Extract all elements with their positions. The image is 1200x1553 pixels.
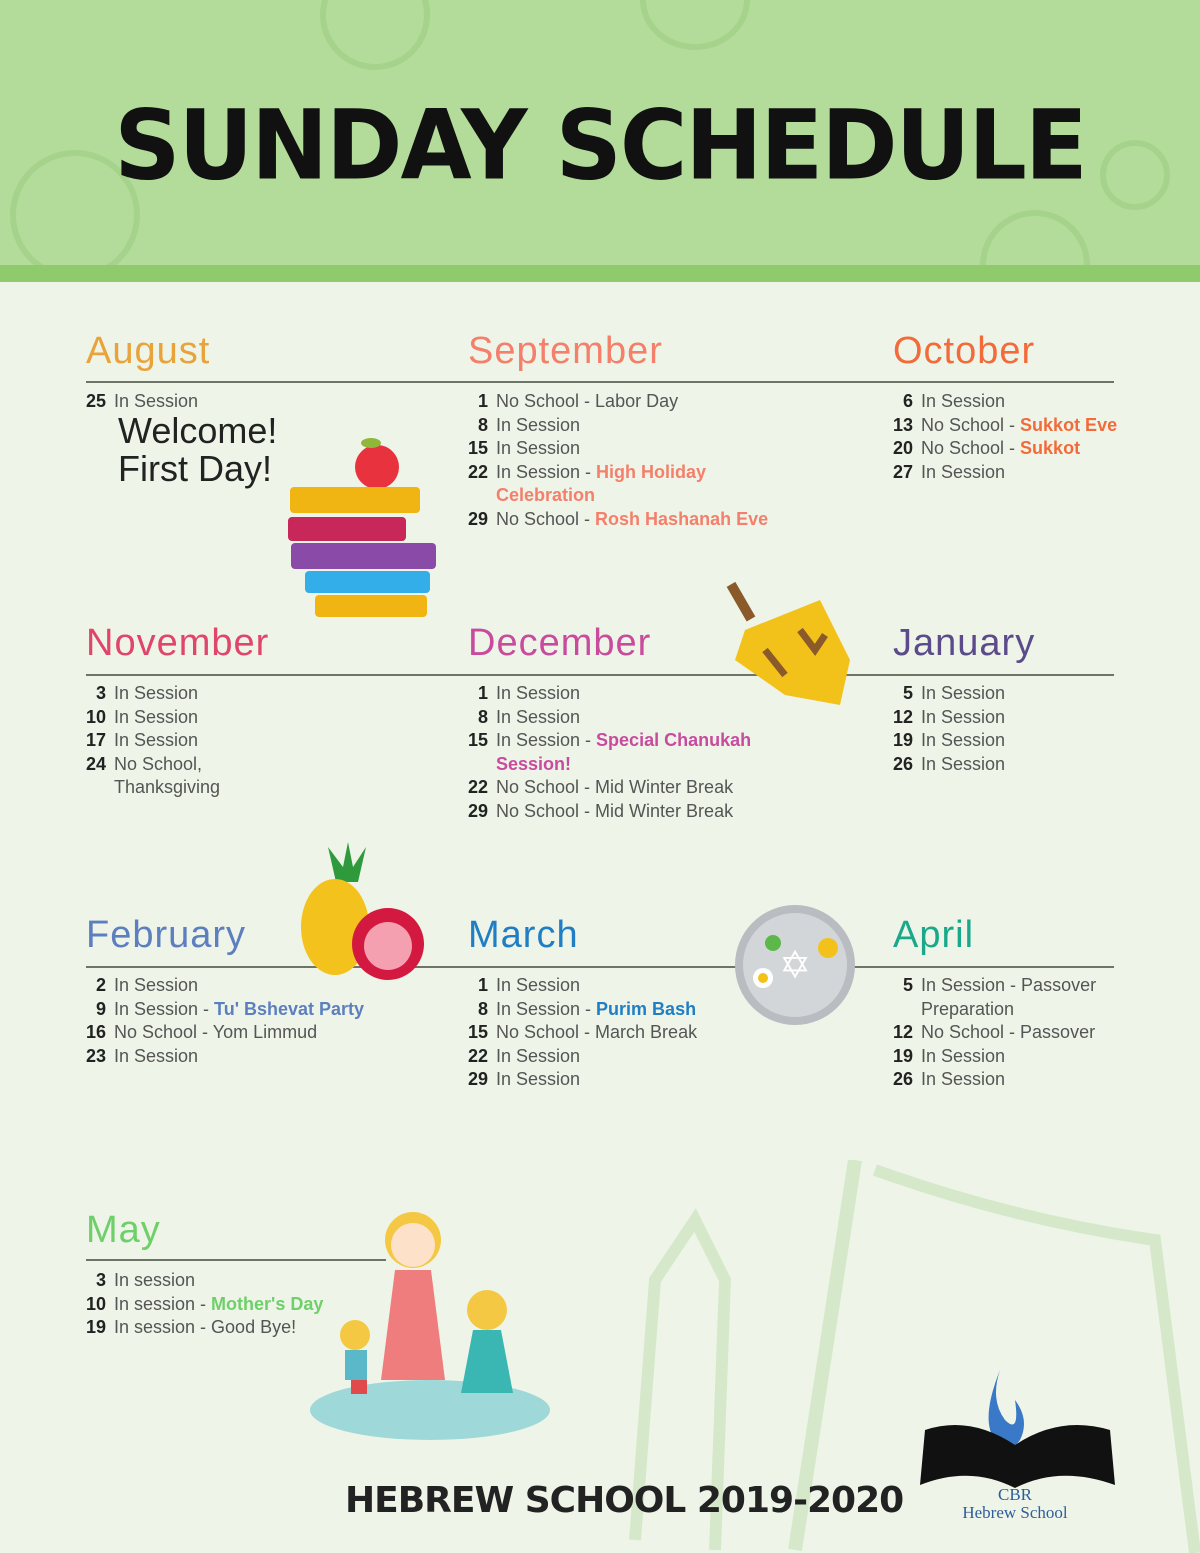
entry-day: 17 [85, 730, 106, 751]
entry-highlight: Purim Bash [596, 998, 697, 1019]
schedule-entry [464, 390, 790, 414]
page-title: SUNDAY SCHEDULE [114, 89, 1086, 202]
schedule-entry [464, 974, 750, 998]
entry-status: No School - Yom Limmud [114, 1022, 318, 1043]
entry-status: In Session [921, 1069, 1006, 1090]
entry-text [496, 1045, 750, 1069]
entry-day: 23 [85, 1045, 106, 1066]
entry-status: No School - [496, 508, 596, 529]
month-schedule-list [464, 974, 750, 1092]
entry-text [114, 706, 308, 730]
schedule-entry [82, 729, 308, 753]
schedule-entry [464, 461, 790, 508]
schedule-entry [889, 461, 1160, 485]
schedule-entry [464, 729, 790, 776]
schedule-entry [464, 1068, 750, 1092]
schedule-entry [889, 437, 1160, 461]
schedule-entry [82, 1021, 418, 1045]
entry-day: 29 [467, 1069, 488, 1090]
month-schedule-list [82, 682, 308, 800]
entry-status: In Session [114, 391, 199, 411]
entry-status: In Session [921, 1045, 1006, 1066]
month-title-march: March [468, 914, 579, 956]
entry-status: No School - Labor Day [496, 391, 679, 411]
entry-day: 3 [95, 1270, 106, 1290]
entry-text [496, 998, 750, 1022]
entry-status: In Session - [114, 998, 215, 1019]
entry-day: 8 [477, 998, 488, 1019]
books-apple-icon [285, 435, 440, 620]
entry-day: 8 [477, 414, 488, 435]
month-title-august: August [86, 330, 211, 372]
entry-day: 12 [892, 1022, 913, 1043]
entry-text [496, 437, 790, 461]
entry-day: 19 [892, 1045, 913, 1066]
entry-day: 15 [467, 1022, 488, 1043]
svg-text:✡: ✡ [779, 943, 811, 987]
entry-day: 3 [95, 683, 106, 703]
entry-text [496, 390, 790, 414]
entry-day: 5 [902, 683, 913, 703]
entry-status: No School - Mid Winter Break [496, 777, 734, 798]
schedule-entry [464, 800, 790, 824]
welcome-line: First Day! [118, 448, 273, 489]
entry-day: 15 [467, 438, 488, 459]
schedule-entry [82, 706, 308, 730]
dreidel-icon [725, 580, 855, 715]
entry-status: No School - Mid Winter Break [496, 800, 734, 821]
month-title-april: April [893, 914, 975, 956]
entry-status: No School - [921, 438, 1021, 459]
entry-status: In Session [114, 1045, 199, 1066]
month-title-december: December [468, 622, 652, 664]
entry-status: In Session [496, 683, 581, 703]
entry-status: In session [114, 1270, 196, 1290]
entry-text [496, 461, 790, 508]
mother-children-icon [305, 1205, 555, 1445]
schedule-entry [82, 998, 418, 1022]
schedule-entry [889, 414, 1160, 438]
entry-day: 22 [467, 461, 488, 482]
entry-day: 10 [85, 1293, 106, 1314]
entry-text [921, 1068, 1130, 1092]
entry-text [921, 682, 1160, 706]
entry-day: 16 [85, 1022, 106, 1043]
entry-text [496, 508, 790, 532]
entry-day: 5 [902, 975, 913, 995]
globe-doodle-icon [980, 210, 1090, 265]
entry-text [114, 1045, 418, 1069]
month-schedule-list [464, 390, 790, 532]
entry-day: 13 [892, 414, 913, 435]
entry-text [921, 706, 1160, 730]
entry-text [496, 800, 790, 824]
entry-status: In Session - [496, 730, 597, 751]
schedule-entry [464, 414, 790, 438]
month-title-november: November [86, 622, 270, 664]
entry-status: In Session [921, 706, 1006, 727]
entry-day: 19 [892, 730, 913, 751]
entry-day: 15 [467, 730, 488, 751]
entry-highlight: Rosh Hashanah Eve [595, 508, 769, 529]
entry-day: 1 [477, 975, 488, 995]
logo-line1: CBR [997, 1485, 1033, 1504]
schedule-entry [464, 1045, 750, 1069]
month-title-january: January [893, 622, 1036, 664]
entry-highlight: Tu' Bshevat Party [214, 998, 365, 1019]
entry-status: In Session [921, 461, 1006, 482]
entry-status: In Session [496, 706, 581, 727]
entry-text [114, 729, 308, 753]
entry-day: 1 [477, 391, 488, 411]
schedule-entry [889, 682, 1160, 706]
entry-text [921, 414, 1160, 438]
schedule-entry [464, 508, 790, 532]
schedule-entry [889, 390, 1160, 414]
month-schedule-list [889, 974, 1130, 1092]
entry-text [496, 776, 790, 800]
entry-highlight: High Holiday Celebration [496, 461, 707, 506]
entry-text [114, 753, 308, 800]
entry-status: In Session - [496, 461, 597, 482]
entry-status: In Session [496, 1069, 581, 1090]
entry-highlight: Sukkot [1020, 438, 1081, 459]
entry-text [114, 682, 308, 706]
heart-doodle-icon [320, 0, 430, 70]
entry-text [496, 1068, 750, 1092]
entry-status: In Session - Passover Preparation [921, 975, 1097, 1019]
ball-doodle-icon [640, 0, 750, 50]
entry-text [921, 974, 1130, 1021]
schedule-entry [889, 729, 1160, 753]
entry-day: 29 [467, 508, 488, 529]
entry-day: 10 [85, 706, 106, 727]
entry-text [114, 998, 418, 1022]
entry-day: 29 [467, 800, 488, 821]
entry-status: No School - Passover [921, 1022, 1096, 1043]
schedule-entry [82, 753, 308, 800]
entry-text [921, 390, 1160, 414]
welcome-message [118, 412, 277, 488]
entry-status: No School, Thanksgiving [114, 753, 221, 798]
entry-status: In Session [114, 706, 199, 727]
entry-status: In Session [496, 1045, 581, 1066]
entry-highlight: Special Chanukah Session! [496, 730, 752, 774]
entry-day: 20 [892, 438, 913, 459]
schedule-entry [82, 1045, 418, 1069]
entry-status: In session - [114, 1293, 212, 1314]
entry-day: 9 [95, 998, 106, 1019]
schedule-entry [889, 1045, 1130, 1069]
month-title-february: February [86, 914, 247, 956]
school-logo-text [940, 1486, 1090, 1522]
schedule-entry [889, 753, 1160, 777]
entry-highlight: Sukkot Eve [1020, 414, 1118, 435]
entry-text [921, 461, 1160, 485]
schedule-entry [464, 776, 790, 800]
entry-status: In Session [921, 391, 1006, 411]
entry-day: 26 [892, 1069, 913, 1090]
entry-day: 22 [467, 1045, 488, 1066]
schedule-entry [82, 682, 308, 706]
divider [86, 966, 1114, 968]
entry-highlight: Mother's Day [211, 1293, 324, 1314]
entry-text [921, 1045, 1130, 1069]
entry-status: In Session [921, 683, 1006, 703]
entry-day: 27 [892, 461, 913, 482]
entry-day: 2 [95, 975, 106, 995]
header-banner [0, 0, 1200, 265]
entry-text [496, 974, 750, 998]
entry-status: No School - March Break [496, 1022, 698, 1043]
entry-day: 22 [467, 777, 488, 798]
entry-status: In Session [114, 975, 199, 995]
schedule-entry [464, 1021, 750, 1045]
entry-text [921, 1021, 1130, 1045]
entry-status: In Session [114, 730, 199, 751]
entry-text [496, 729, 790, 776]
month-title-september: September [468, 330, 663, 372]
entry-day: 24 [85, 753, 106, 774]
logo-line2: Hebrew School [962, 1503, 1068, 1522]
month-title-october: October [893, 330, 1036, 372]
entry-status: In session - Good Bye! [114, 1317, 297, 1338]
entry-day: 12 [892, 706, 913, 727]
divider [86, 674, 1114, 676]
schedule-entry [889, 1068, 1130, 1092]
schedule-entry [889, 706, 1160, 730]
entry-status: No School - [921, 414, 1021, 435]
entry-day: 26 [892, 753, 913, 774]
footer-title: HEBREW SCHOOL 2019-2020 [345, 1480, 904, 1521]
entry-status: In Session [921, 753, 1006, 774]
entry-text [921, 753, 1160, 777]
month-schedule-list [889, 682, 1160, 776]
entry-status: In Session [496, 975, 581, 995]
schedule-entry [464, 998, 750, 1022]
entry-text [496, 414, 790, 438]
entry-status: In Session [496, 438, 581, 459]
entry-day: 25 [85, 391, 106, 411]
schedule-entry [889, 974, 1130, 1021]
month-title-may: May [86, 1209, 161, 1251]
seder-plate-icon [733, 903, 858, 1028]
month-schedule-list [889, 390, 1160, 484]
entry-text [921, 437, 1160, 461]
entry-day: 6 [902, 391, 913, 411]
entry-text [496, 1021, 750, 1045]
entry-status: In Session [114, 683, 199, 703]
schedule-entry [889, 1021, 1130, 1045]
entry-day: 8 [477, 706, 488, 727]
welcome-line: Welcome! [118, 410, 278, 451]
cbr-logo-icon [920, 1360, 1115, 1490]
entry-status: In Session [496, 414, 581, 435]
entry-text [114, 1021, 418, 1045]
pineapple-pomegranate-icon [298, 842, 426, 990]
entry-status: In Session - [496, 998, 597, 1019]
header-divider [0, 265, 1200, 282]
schedule-entry [464, 437, 790, 461]
entry-status: In Session [921, 730, 1006, 751]
entry-day: 1 [477, 683, 488, 703]
divider [86, 381, 1114, 383]
entry-text [921, 729, 1160, 753]
entry-day: 19 [85, 1317, 106, 1338]
